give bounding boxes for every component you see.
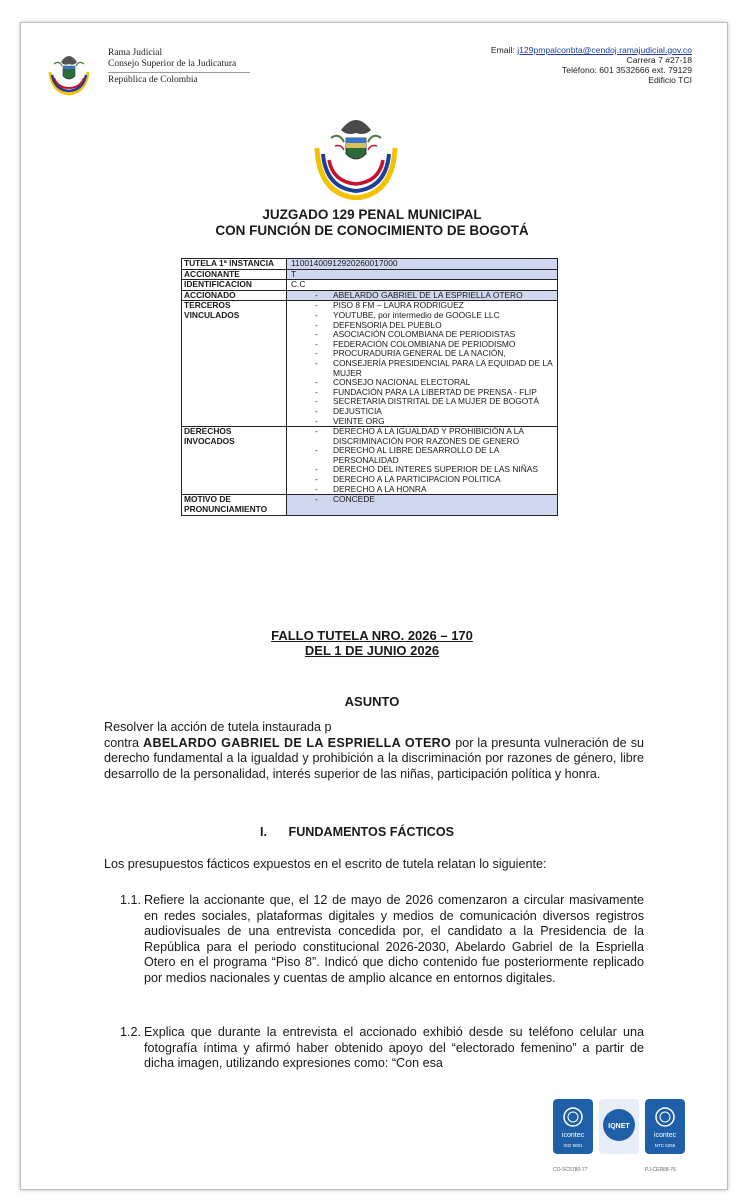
org-line-2: Consejo Superior de la Judicatura (108, 59, 237, 69)
asunto-accionado: ABELARDO GABRIEL DE LA ESPRIELLA OTERO (143, 735, 452, 750)
list-item: - FEDERACIÓN COLOMBIANA DE PERIODISMO (289, 340, 555, 350)
seal-sublabel: NTC 6256 (654, 1143, 676, 1148)
table-row (182, 259, 558, 270)
contact-block (491, 45, 692, 85)
table-key: DERECHOS INVOCADOS (182, 427, 287, 495)
section-title: FUNDAMENTOS FÁCTICOS (288, 825, 455, 839)
list-item: - DERECHO A LA PARTICIPACION POLITICA (289, 475, 555, 485)
seal-code: CO-SC5780-77 (553, 1167, 588, 1173)
fact-text: Explica que durante la entrevista el accionado exhibió desde su teléfono celular una fotografía íntima y afirmó haber obtenido apoyo del “electorado femenino” a partir de dicha imagen, utilizando expresiones como: “Con esa (144, 1025, 644, 1070)
email-link[interactable]: j129pmpalconbta@cendoj.ramajudicial.gov.co (517, 45, 692, 55)
list-item: - DERECHO DEL INTERES SUPERIOR DE LAS NIÑAS (289, 465, 555, 475)
icontec-ntc-seal (645, 1099, 685, 1154)
identificacion-value: C.C (287, 280, 558, 291)
terceros-cell (287, 301, 558, 427)
list-item: - VEINTE ORG (289, 417, 555, 427)
asunto-intro: Resolver la acción de tutela instaurada p (104, 720, 332, 734)
motivo-cell (287, 495, 558, 516)
seal-label: icontec (561, 1132, 585, 1139)
fact-item (120, 893, 644, 986)
coat-of-arms-emblem (313, 108, 399, 200)
intro-paragraph: Los presupuestos fácticos expuestos en el escrito de tutela relatan lo siguiente: (104, 857, 547, 871)
fact-number: 1.1. (120, 893, 142, 907)
motivo-value: - CONCEDE (289, 495, 555, 505)
table-row (182, 269, 558, 280)
table-row (182, 280, 558, 291)
table-key: IDENTIFICACION (182, 280, 287, 291)
accionado-value: - ABELARDO GABRIEL DE LA ESPRIELLA OTERO (289, 291, 555, 301)
asunto-heading: ASUNTO (344, 694, 400, 709)
list-item: - PISO 8 FM – LAURA RODRIGUEZ (289, 301, 555, 311)
asunto-body: por la presunta vulneración de su derecho fundamental a la igualdad y prohibición a la discriminación por razones de género, libre desarrollo de la personalidad, interés superior de las niñas, participación política y honra. (104, 735, 645, 781)
table-key: MOTIVO DE PRONUNCIAMIENTO (182, 495, 287, 516)
table-key: ACCIONADO (182, 290, 287, 301)
tutela-number: 11001400912920260017000 (287, 259, 558, 270)
list-item: - FUNDACIÓN PARA LA LIBERTAD DE PRENSA - FLIP (289, 388, 555, 398)
list-item: - DERECHO A LA IGUALDAD Y PROHIBICIÓN A LA DISCRIMINACIÓN POR RAZONES DE GENERO (289, 427, 555, 446)
fact-number: 1.2. (120, 1025, 142, 1039)
list-item: - DERECHO A LA HONRA (289, 485, 555, 495)
accionado-cell (287, 290, 558, 301)
accionante-value: T (287, 269, 558, 280)
section-number: I. (260, 825, 267, 839)
table-row (182, 290, 558, 301)
section-heading (260, 825, 454, 839)
org-line-1: Rama Judicial (108, 48, 163, 58)
asunto-paragraph (104, 720, 644, 782)
issuing-organization (108, 48, 250, 86)
list-item: - DEFENSORIA DEL PUEBLO (289, 321, 555, 331)
table-key: TUTELA 1ª INSTANCIA (182, 259, 287, 270)
asunto-contra: contra (104, 735, 140, 750)
fact-text: Refiere la accionante que, el 12 de mayo de 2026 comenzaron a circular masivamente en redes sociales, plataformas digitales y medios de comunicación diversos registros audiovisuales de una entrevista concedida por, el candidato a la Presidencia de la República para el periodo constitucional 2026-2030, Abelardo Gabriel de la Espriella Otero en el programa “Piso 8”. Indicó que dicho contenido fue posteriormente replicado por medios nacionales y cuentas de amplio alcance en entornos digitales. (144, 893, 644, 985)
ruling-title (150, 628, 594, 658)
table-row (182, 495, 558, 516)
list-item: - DERECHO AL LIBRE DESARROLLO DE LA PERSONALIDAD (289, 446, 555, 465)
phone: Teléfono: 601 3532666 ext. 79129 (562, 65, 692, 75)
seal-label: icontec (653, 1132, 677, 1139)
list-item: - CONSEJERÍA PRESIDENCIAL PARA LA EQUIDAD DE LA MUJER (289, 359, 555, 378)
iqnet-seal (599, 1099, 639, 1154)
list-item: - YOUTUBE, por intermedio de GOOGLE LLC (289, 311, 555, 321)
email-label: Email: (490, 45, 515, 55)
list-item: - DEJUSTICIA (289, 407, 555, 417)
list-item: - CONSEJO NACIONAL ELECTORAL (289, 378, 555, 388)
org-divider (108, 72, 250, 73)
seal-label: IQNET (608, 1123, 630, 1130)
seal-sublabel: ISO 9001 (563, 1143, 583, 1148)
table-key: TERCEROS VINCULADOS (182, 301, 287, 427)
table-row (182, 427, 558, 495)
building: Edificio TCI (648, 75, 692, 85)
list-item: - SECRETARIA DISTRITAL DE LA MUJER DE BOGOTÁ (289, 397, 555, 407)
list-item: - ASOCIACIÓN COLOMBIANA DE PERIODISTAS (289, 330, 555, 340)
court-function: CON FUNCIÓN DE CONOCIMIENTO DE BOGOTÁ (215, 223, 529, 238)
org-line-3: República de Colombia (108, 75, 198, 85)
fact-item (120, 1025, 644, 1072)
ruling-number: FALLO TUTELA NRO. 2026 – 170 (271, 628, 473, 643)
seal-code: PJ-CER88-76 (645, 1167, 676, 1173)
address: Carrera 7 #27-18 (626, 55, 692, 65)
ruling-date: DEL 1 DE JUNIO 2026 (304, 643, 440, 658)
email-line (491, 45, 692, 55)
court-name: JUZGADO 129 PENAL MUNICIPAL (262, 207, 482, 222)
case-summary-table (181, 258, 558, 516)
icontec-iso-seal (553, 1099, 593, 1154)
table-key: ACCIONANTE (182, 269, 287, 280)
table-row (182, 301, 558, 427)
derechos-cell (287, 427, 558, 495)
court-heading (150, 207, 594, 239)
certification-seals (549, 1099, 689, 1179)
rama-judicial-logo (44, 42, 94, 96)
list-item: - PROCURADURIA GENERAL DE LA NACIÓN, (289, 349, 555, 359)
